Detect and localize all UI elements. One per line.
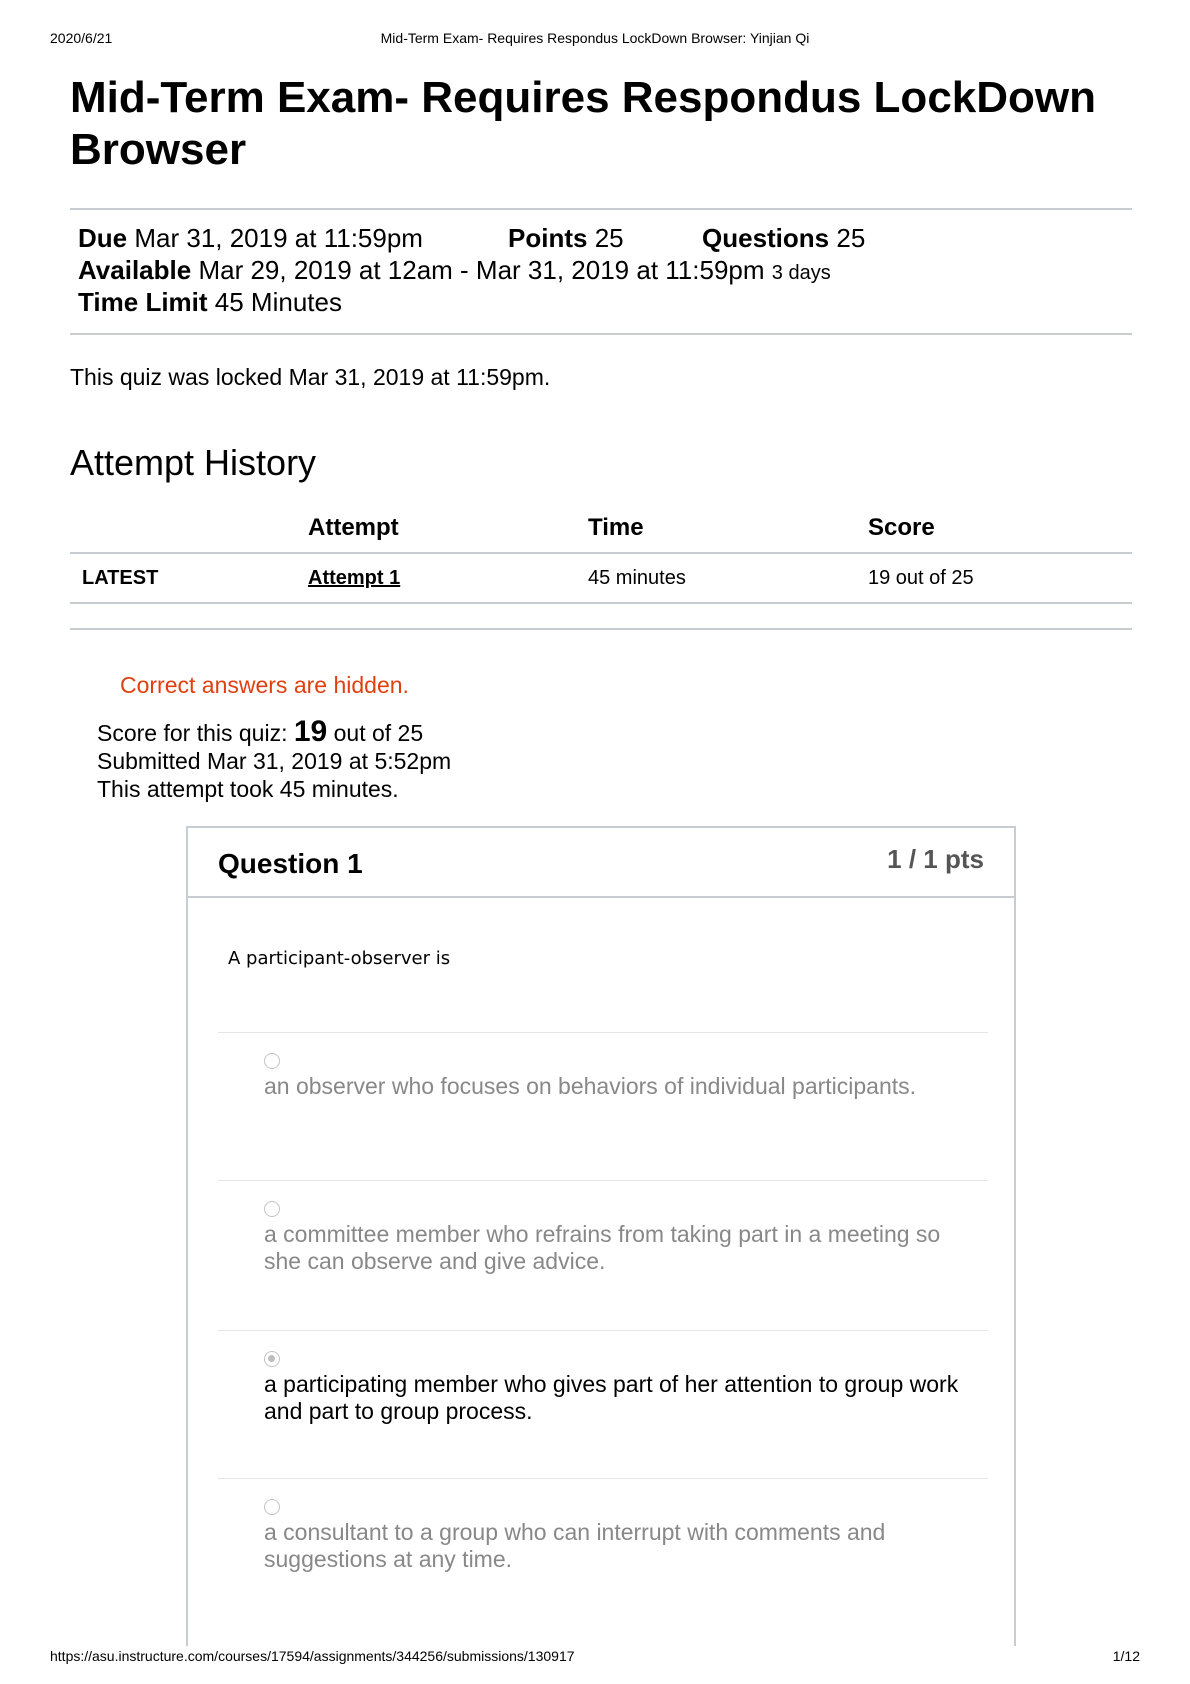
available-value: Mar 29, 2019 at 12am - Mar 31, 2019 at 11:59pm <box>198 255 765 285</box>
attempt-cell <box>308 553 588 603</box>
questions-value: 25 <box>836 223 866 253</box>
table-header-row <box>70 508 1132 553</box>
attempt-link[interactable]: Attempt 1 <box>308 566 401 589</box>
print-title: Mid-Term Exam- Requires Respondus LockDown Browser: Yinjian Qi <box>380 30 810 46</box>
points-label: Points <box>508 223 588 253</box>
questions-label: Questions <box>702 223 830 253</box>
column-header: Attempt <box>308 508 588 553</box>
quiz-meta-time-limit <box>78 286 342 318</box>
radio-selected-icon[interactable] <box>264 1351 280 1367</box>
answer-text: a participating member who gives part of her attention to group work and part to group process. <box>264 1371 959 1424</box>
due-value: Mar 31, 2019 at 11:59pm <box>134 223 423 253</box>
score-summary <box>97 715 452 803</box>
answer-option-selected[interactable] <box>218 1330 988 1479</box>
print-date: 2020/6/21 <box>50 30 113 46</box>
quiz-meta-points <box>508 222 624 254</box>
time-limit-label: Time Limit <box>78 287 208 317</box>
available-label: Available <box>78 255 192 285</box>
question-text: A participant-observer is <box>228 948 451 969</box>
answer-option[interactable] <box>218 1478 988 1629</box>
table-row <box>70 553 1132 603</box>
print-footer <box>50 1648 1140 1668</box>
radio-unselected-icon[interactable] <box>264 1201 280 1217</box>
duration-line: This attempt took 45 minutes. <box>97 776 399 802</box>
column-header: Score <box>868 508 1132 553</box>
time-cell: 45 minutes <box>588 553 868 603</box>
answer-option[interactable] <box>218 1032 988 1181</box>
submitted-line: Submitted Mar 31, 2019 at 5:52pm <box>97 748 452 774</box>
print-header <box>50 30 1140 50</box>
answer-text: a consultant to a group who can interrupt with comments and suggestions at any time. <box>264 1519 886 1572</box>
question-title: Question 1 <box>218 848 363 879</box>
attempt-history-table <box>70 508 1132 604</box>
answer-text: an observer who focuses on behaviors of individual participants. <box>264 1073 917 1099</box>
divider <box>70 208 1132 210</box>
answer-option[interactable] <box>218 1180 988 1331</box>
page-title: Mid-Term Exam- Requires Respondus LockDown Browser <box>70 73 1097 174</box>
due-label: Due <box>78 223 128 253</box>
quiz-meta-questions <box>702 222 865 254</box>
question-card <box>186 826 1016 1646</box>
points-value: 25 <box>594 223 624 253</box>
score-line <box>97 715 451 748</box>
question-points: 1 / 1 pts <box>887 844 984 874</box>
score-cell: 19 out of 25 <box>868 553 1132 603</box>
question-header <box>188 828 1014 898</box>
page-number: 1/12 <box>1112 1648 1140 1664</box>
answers-hidden-note: Correct answers are hidden. <box>120 672 409 698</box>
column-header: Time <box>588 508 868 553</box>
available-duration: 3 days <box>771 262 831 284</box>
divider <box>70 628 1132 630</box>
score-suffix: out of 25 <box>333 720 424 746</box>
latest-label: LATEST <box>70 553 308 603</box>
radio-unselected-icon[interactable] <box>264 1053 280 1069</box>
print-url: https://asu.instructure.com/courses/17594/assignments/344256/submissions/130917 <box>50 1648 575 1664</box>
radio-unselected-icon[interactable] <box>264 1499 280 1515</box>
attempt-history-heading: Attempt History <box>70 442 317 483</box>
locked-message: This quiz was locked Mar 31, 2019 at 11:59pm. <box>70 364 551 390</box>
divider <box>70 333 1132 335</box>
column-header <box>70 508 308 553</box>
score-prefix: Score for this quiz: <box>97 720 288 746</box>
quiz-meta-row-1 <box>78 222 423 254</box>
quiz-meta-available <box>78 254 831 289</box>
time-limit-value: 45 Minutes <box>214 287 342 317</box>
answer-text: a committee member who refrains from taking part in a meeting so she can observe and give advice. <box>264 1221 941 1274</box>
score-value: 19 <box>293 715 328 748</box>
